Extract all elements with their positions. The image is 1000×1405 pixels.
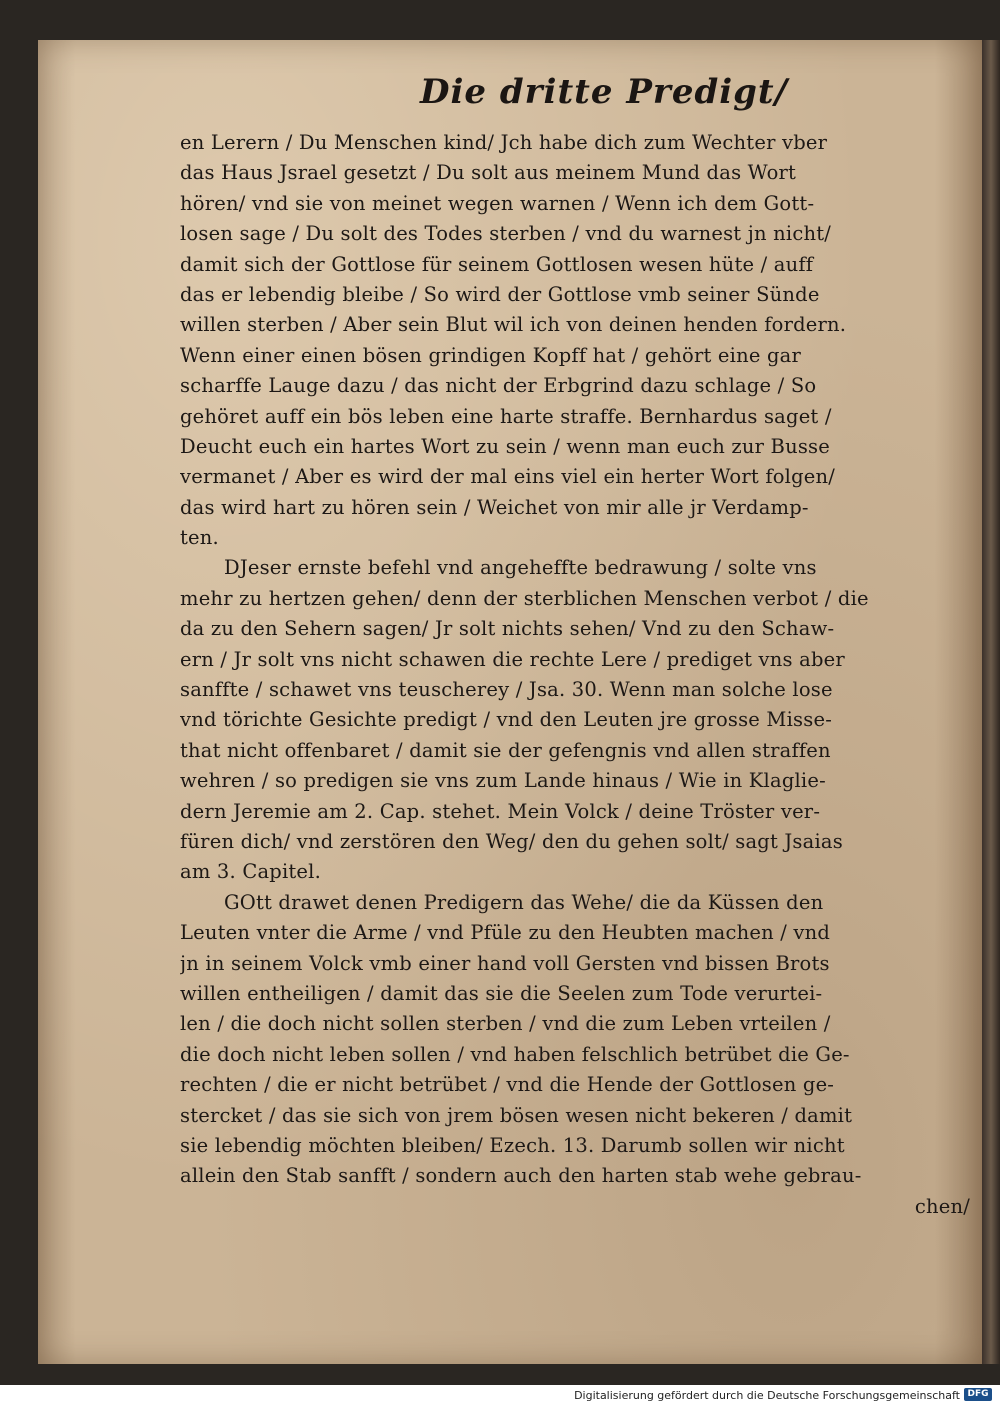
text-line: dern Jeremie am 2. Cap. stehet. Mein Volck / deine Tröster ver- xyxy=(180,799,821,823)
text-line: Wenn einer einen bösen grindigen Kopff hat / gehört eine gar xyxy=(180,343,802,367)
text-line: vnd törichte Gesichte predigt / vnd den Leuten jre grosse Misse- xyxy=(180,708,832,732)
text-line: willen entheiligen / damit das sie die Seelen zum Tode verurtei- xyxy=(180,981,823,1005)
text-line: willen sterben / Aber sein Blut wil ich von deinen henden fordern. xyxy=(180,313,847,337)
text-line: das Haus Jsrael gesetzt / Du solt aus meinem Mund das Wort xyxy=(180,161,797,185)
text-line: mehr zu hertzen gehen/ denn der sterblichen Menschen verbot / die xyxy=(180,586,869,610)
text-line: das er lebendig bleibe / So wird der Gottlose vmb seiner Sünde xyxy=(180,282,820,306)
dfg-logo: DFG xyxy=(964,1388,992,1401)
text-line: das wird hart zu hören sein / Weichet von mir alle jr Verdamp- xyxy=(180,495,809,519)
text-line: die doch nicht leben sollen / vnd haben felschlich betrübet die Ge- xyxy=(180,1042,850,1066)
catchword: chen/ xyxy=(914,1194,970,1218)
text-line: hören/ vnd sie von meinet wegen warnen / Wenn ich dem Gott- xyxy=(180,191,815,215)
text-line: allein den Stab sanfft / sondern auch den harten stab wehe gebrau- xyxy=(180,1164,862,1188)
text-line: vermanet / Aber es wird der mal eins viel ein herter Wort folgen/ xyxy=(180,465,836,489)
text-line: rechten / die er nicht betrübet / vnd die Hende der Gottlosen ge- xyxy=(180,1073,835,1097)
text-line: scharffe Lauge dazu / das nicht der Erbgrind dazu schlage / So xyxy=(180,374,817,398)
text-line: gehöret auff ein bös leben eine harte straffe. Bernhardus saget / xyxy=(180,404,832,428)
text-line: sie lebendig möchten bleiben/ Ezech. 13. Darumb sollen wir nicht xyxy=(180,1133,845,1157)
paragraph-start-line: DJeser ernste befehl vnd angeheffte bedrawung / solte vns xyxy=(224,556,817,580)
funding-credit: Digitalisierung gefördert durch die Deutsche Forschungsgemeinschaft xyxy=(574,1389,960,1402)
text-line: jn in seinem Volck vmb einer hand voll Gersten vnd bissen Brots xyxy=(180,951,830,975)
text-line: losen sage / Du solt des Todes sterben / vnd du warnest jn nicht/ xyxy=(180,222,832,246)
text-line: len / die doch nicht sollen sterben / vnd die zum Leben vrteilen / xyxy=(180,1012,831,1036)
text-line: Leuten vnter die Arme / vnd Pfüle zu den Heubten machen / vnd xyxy=(180,921,831,945)
running-header: Die dritte Predigt/ xyxy=(420,72,789,112)
text-line: sanffte / schawet vns teuscherey / Jsa. 30. Wenn man solche lose xyxy=(180,678,833,702)
text-line: ern / Jr solt vns nicht schawen die rechte Lere / prediget vns aber xyxy=(180,647,845,671)
body-text xyxy=(180,128,970,1222)
footer-bar xyxy=(0,1385,1000,1405)
text-line: ten. xyxy=(180,526,219,550)
text-line: that nicht offenbaret / damit sie der gefengnis vnd allen straffen xyxy=(180,738,831,762)
text-line: füren dich/ vnd zerstören den Weg/ den du gehen solt/ sagt Jsaias xyxy=(180,829,843,853)
text-line: stercket / das sie sich von jrem bösen wesen nicht bekeren / damit xyxy=(180,1103,853,1127)
text-line: damit sich der Gottlose für seinem Gottlosen wesen hüte / auff xyxy=(180,252,814,276)
text-line: wehren / so predigen sie vns zum Lande hinaus / Wie in Klaglie- xyxy=(180,769,826,793)
text-line: Deucht euch ein hartes Wort zu sein / wenn man euch zur Busse xyxy=(180,434,830,458)
page-edge xyxy=(982,40,1000,1364)
text-line: am 3. Capitel. xyxy=(180,860,321,884)
text-line: en Lerern / Du Menschen kind/ Jch habe dich zum Wechter vber xyxy=(180,131,828,154)
paragraph-start-line: GOtt drawet denen Predigern das Wehe/ die da Küssen den xyxy=(224,890,824,914)
text-line: da zu den Sehern sagen/ Jr solt nichts sehen/ Vnd zu den Schaw- xyxy=(180,617,835,641)
